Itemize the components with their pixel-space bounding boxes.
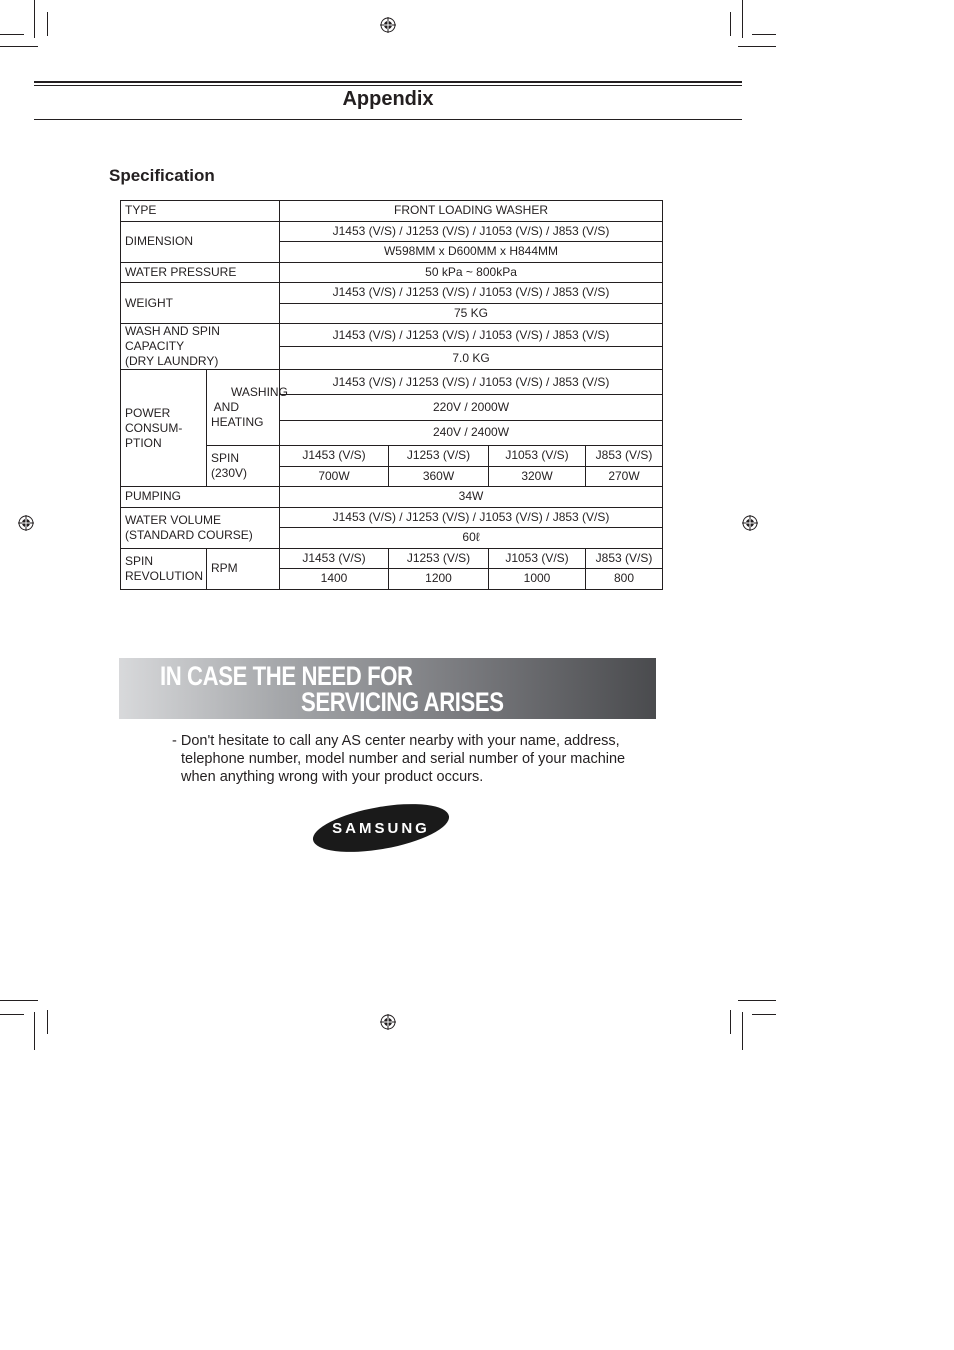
sub-label-line: HEATING — [211, 415, 264, 429]
row-label — [121, 548, 207, 589]
registration-mark-icon — [380, 17, 396, 33]
row-label-line: PTION — [125, 435, 162, 450]
cell-value: 360W — [389, 466, 489, 487]
table-row — [121, 487, 663, 508]
row-label — [121, 507, 280, 548]
crop-mark-icon — [752, 34, 776, 35]
registration-mark-icon — [18, 515, 34, 531]
cell-value: 50 kPa ~ 800kPa — [280, 262, 663, 283]
cell-value: 240V / 2400W — [280, 420, 663, 445]
crop-mark-icon — [738, 1000, 776, 1001]
row-label — [121, 370, 207, 487]
cell-models: J1453 (V/S) / J1253 (V/S) / J1053 (V/S) / J853 (V/S) — [280, 221, 663, 242]
crop-mark-icon — [0, 1000, 38, 1001]
crop-mark-icon — [730, 12, 731, 36]
cell-value: 270W — [586, 466, 663, 487]
instruction-line: telephone number, model number and serial number of your machine — [181, 751, 626, 767]
cell-value: 1000 — [489, 569, 586, 590]
row-label-line: REVOLUTION — [125, 568, 204, 583]
cell-value: 7.0 KG — [280, 347, 663, 370]
cell-model: J1253 (V/S) — [389, 446, 489, 467]
service-instructions — [172, 732, 642, 786]
crop-mark-icon — [742, 0, 743, 38]
sub-label: SPIN (230V) — [207, 446, 280, 487]
row-label-line: SPIN — [125, 553, 154, 568]
cell-value: 75 KG — [280, 303, 663, 324]
banner-line-2: SERVICING ARISES — [301, 687, 504, 717]
header-rule-bottom — [34, 119, 742, 120]
cell-value: 700W — [280, 466, 389, 487]
crop-mark-icon — [752, 1014, 776, 1015]
table-row — [121, 324, 663, 347]
row-label: WATER PRESSURE — [121, 262, 280, 283]
specification-table — [120, 200, 663, 590]
crop-mark-icon — [0, 34, 24, 35]
cell-model: J853 (V/S) — [586, 446, 663, 467]
samsung-logo-text: SAMSUNG — [332, 820, 430, 837]
instruction-line: - Don't hesitate to call any AS center nearby with your name, address, — [172, 733, 620, 749]
cell-value: 1200 — [389, 569, 489, 590]
samsung-logo — [311, 803, 451, 853]
page-title: Appendix — [342, 88, 434, 110]
cell-value: 34W — [280, 487, 663, 508]
instruction-line: when anything wrong with your product occurs. — [181, 769, 484, 785]
cell-value: 60ℓ — [280, 528, 663, 549]
cell-models: J1453 (V/S) / J1253 (V/S) / J1053 (V/S) / J853 (V/S) — [280, 324, 663, 347]
cell-model: J853 (V/S) — [586, 548, 663, 569]
row-label-line: POWER — [125, 405, 171, 420]
sub-label-line: AND — [211, 400, 240, 414]
cell-models: J1453 (V/S) / J1253 (V/S) / J1053 (V/S) / J853 (V/S) — [280, 507, 663, 528]
crop-mark-icon — [730, 1010, 731, 1034]
table-row — [121, 507, 663, 528]
row-label-line: (DRY LAUNDRY) — [125, 354, 219, 368]
cell-value: 320W — [489, 466, 586, 487]
crop-mark-icon — [47, 1010, 48, 1034]
cell-value: 220V / 2000W — [280, 395, 663, 420]
row-label-line: WASH AND SPIN CAPACITY — [125, 324, 220, 353]
cell-model: J1053 (V/S) — [489, 548, 586, 569]
crop-mark-icon — [0, 46, 38, 47]
crop-mark-icon — [742, 1012, 743, 1050]
cell-value: 800 — [586, 569, 663, 590]
row-label: PUMPING — [121, 487, 280, 508]
cell-value: 1400 — [280, 569, 389, 590]
crop-mark-icon — [738, 46, 776, 47]
cell-model: J1453 (V/S) — [280, 548, 389, 569]
row-label: TYPE — [121, 201, 280, 222]
cell-models: J1453 (V/S) / J1253 (V/S) / J1053 (V/S) / J853 (V/S) — [280, 370, 663, 395]
table-row — [121, 221, 663, 242]
header-rule-top-thin — [34, 85, 742, 86]
row-label-line: CONSUM- — [125, 420, 183, 435]
row-label-line: (STANDARD COURSE) — [125, 527, 253, 542]
cell-value: FRONT LOADING WASHER — [280, 201, 663, 222]
registration-mark-icon — [380, 1014, 396, 1030]
registration-mark-icon — [742, 515, 758, 531]
cell-value: W598MM x D600MM x H844MM — [280, 242, 663, 263]
crop-mark-icon — [34, 1012, 35, 1050]
sub-label-line: WASHING — [231, 385, 288, 399]
cell-models: J1453 (V/S) / J1253 (V/S) / J1053 (V/S) / J853 (V/S) — [280, 283, 663, 304]
crop-mark-icon — [34, 0, 35, 38]
table-row — [121, 201, 663, 222]
header-rule-top — [34, 81, 742, 83]
table-row — [121, 262, 663, 283]
row-label: WEIGHT — [121, 283, 280, 324]
table-row — [121, 548, 663, 569]
sub-label — [207, 370, 288, 446]
sub-label: RPM — [207, 548, 280, 589]
row-label-line: WATER VOLUME — [125, 512, 222, 527]
table-row — [121, 283, 663, 304]
crop-mark-icon — [47, 12, 48, 36]
section-heading: Specification — [109, 166, 215, 185]
crop-mark-icon — [0, 1014, 24, 1015]
row-label — [121, 324, 280, 370]
cell-model: J1253 (V/S) — [389, 548, 489, 569]
cell-model: J1053 (V/S) — [489, 446, 586, 467]
banner-line-1: IN CASE THE NEED FOR — [160, 661, 413, 691]
cell-model: J1453 (V/S) — [280, 446, 389, 467]
row-label: DIMENSION — [121, 221, 280, 262]
service-banner — [119, 658, 656, 719]
table-row — [121, 370, 663, 395]
